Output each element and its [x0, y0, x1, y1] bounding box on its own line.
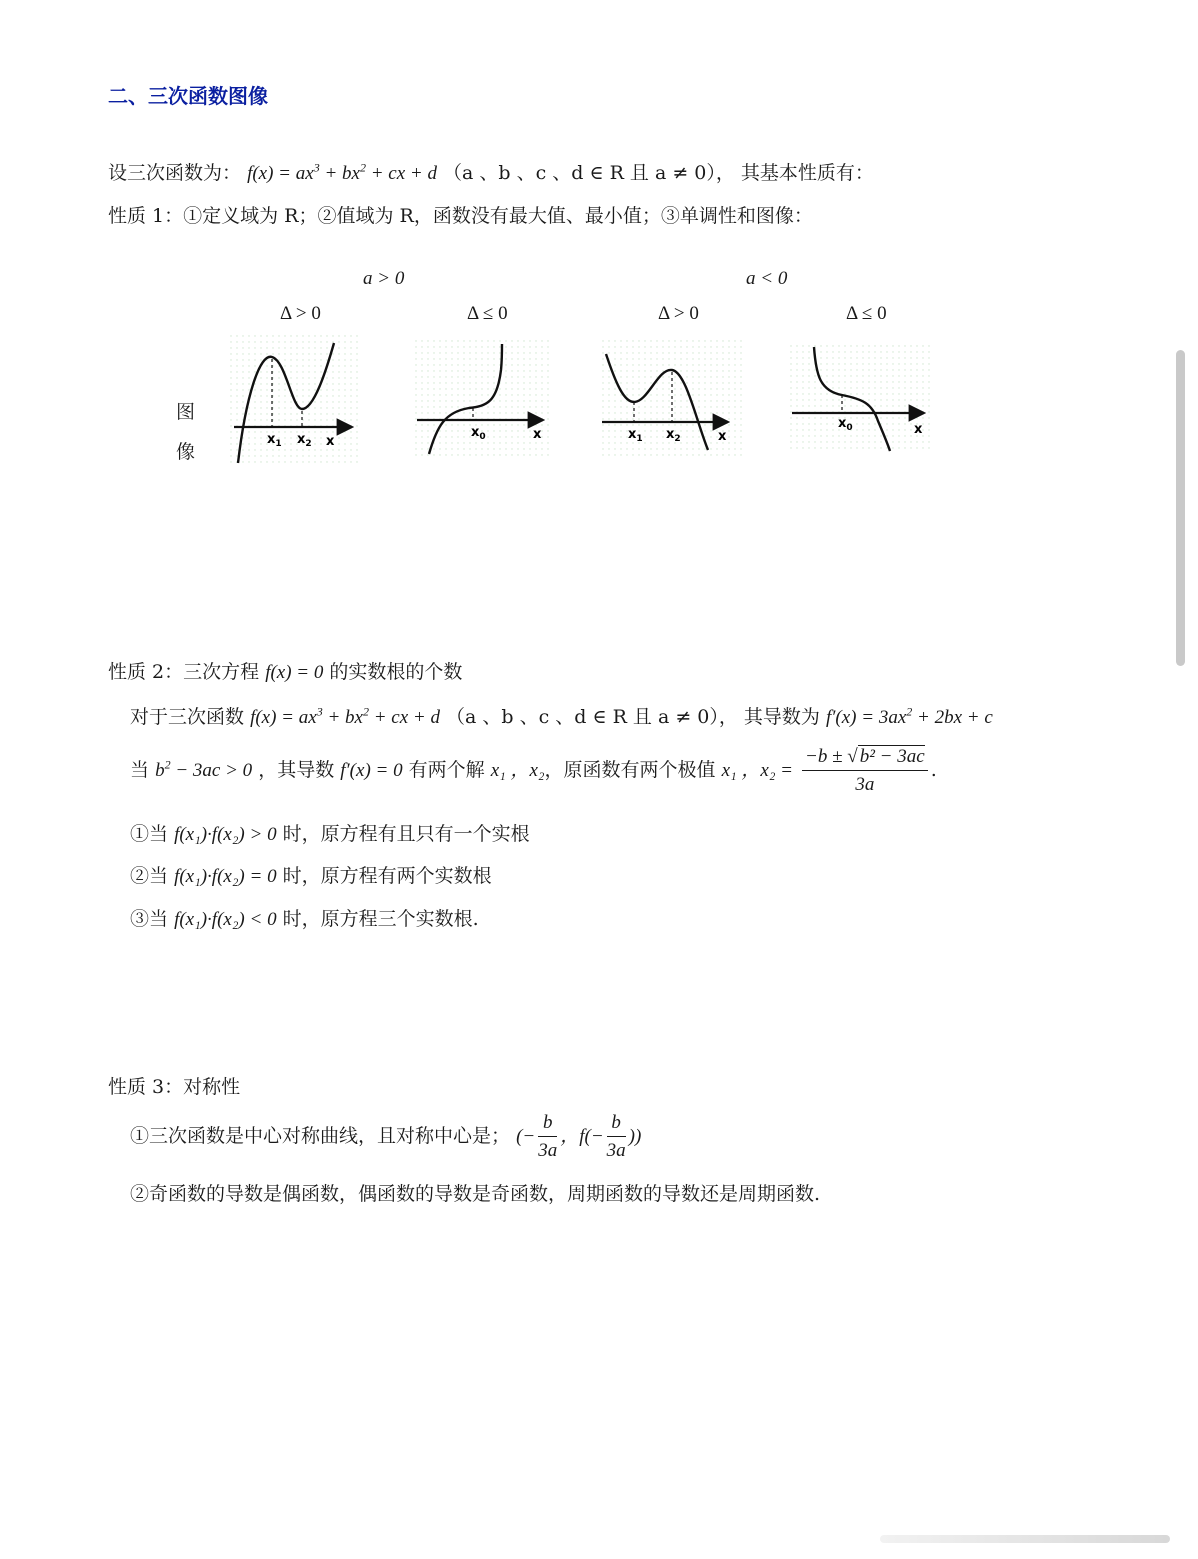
intro-prefix: 设三次函数为： — [108, 162, 242, 184]
property3-title: 性质 3：对称性 — [108, 1076, 241, 1098]
header-delta-nonpos-2: Δ ≤ 0 — [846, 303, 887, 324]
label-x1: $x_1$ — [267, 432, 282, 449]
property2-title: 性质 2：三次方程 f(x) = 0 的实数根的个数 — [108, 661, 463, 683]
root-fraction: $\frac{\text{−b ± √ b² − 3ac}}{3a}$ — [802, 746, 928, 796]
header-delta-nonpos-1: Δ ≤ 0 — [467, 303, 508, 324]
label-x2: $x_2$ — [666, 427, 681, 444]
bottom-scroll-indicator — [880, 1535, 1170, 1543]
property3-item-2: ②奇函数的导数是偶函数，偶函数的导数是奇函数，周期函数的导数还是周期函数. — [130, 1183, 821, 1205]
label-x-axis: x — [533, 427, 542, 442]
side-label: 图 像 — [176, 401, 196, 463]
property2-item-1: ①当 f(x₁)·f(x₂) > 0 时，原方程有且只有一个实根 — [130, 823, 530, 845]
label-x-axis: x — [718, 429, 727, 444]
vertical-scrollbar[interactable] — [1176, 350, 1185, 666]
property2-line2: 当 $b^2 - 3ac > 0$ ，其导数 f′(x) = 0 有两个解 x₁ ，x₂，原函数有两个极值 x₁ ，x₂ = $\frac{\text{−b ± √ b² − 3ac}}{3a}$ . — [130, 746, 937, 795]
label-x0: $x_0$ — [471, 425, 486, 442]
property1-line: 性质 1：①定义域为 R；②值域为 R，函数没有最大值、最小值；③单调性和图像： — [108, 205, 813, 227]
section-heading: 二、三次函数图像 — [108, 84, 268, 108]
label-x-axis: x — [914, 422, 923, 437]
label-x0: $x_0$ — [838, 416, 853, 433]
intro-condition: （a 、b 、c 、d ∈ R 且 a ≠ 0）， — [443, 162, 735, 184]
intro-formula: $f(x) = ax^3 + bx^2$ + cx + d — [247, 160, 437, 184]
graph-a-pos-delta-pos — [230, 335, 362, 467]
header-a-negative: a < 0 — [746, 268, 788, 289]
graph-a-neg-delta-nonpos — [790, 345, 934, 453]
header-delta-pos-1: Δ > 0 — [280, 303, 321, 324]
graph-a-pos-delta-nonpos — [415, 340, 549, 456]
label-x2: $x_2$ — [297, 432, 312, 449]
property2-line1: 对于三次函数 $f(x) = ax^3 + bx^2$ + cx + d （a 、b 、c 、d ∈ R 且 a ≠ 0）， 其导数为 $f'(x) = 3ax^2 + 2bx + c$ — [130, 704, 993, 728]
header-a-positive: a > 0 — [363, 268, 405, 289]
intro-line — [108, 158, 874, 185]
label-x-axis: x — [326, 434, 335, 449]
header-delta-pos-2: Δ > 0 — [658, 303, 699, 324]
intro-suffix: 其基本性质有： — [740, 162, 874, 184]
property2-item-2: ②当 f(x₁)·f(x₂) = 0 时，原方程有两个实数根 — [130, 865, 492, 887]
property2-item-3: ③当 f(x₁)·f(x₂) < 0 时，原方程三个实数根. — [130, 908, 479, 930]
label-x1: $x_1$ — [628, 427, 643, 444]
property3-item-1: ①三次函数是中心对称曲线，且对称中心是； (− $\frac{b}{3a}$ ，f(− $\frac{b}{3a}$ )) — [130, 1112, 642, 1161]
graph-a-neg-delta-pos — [602, 340, 742, 458]
